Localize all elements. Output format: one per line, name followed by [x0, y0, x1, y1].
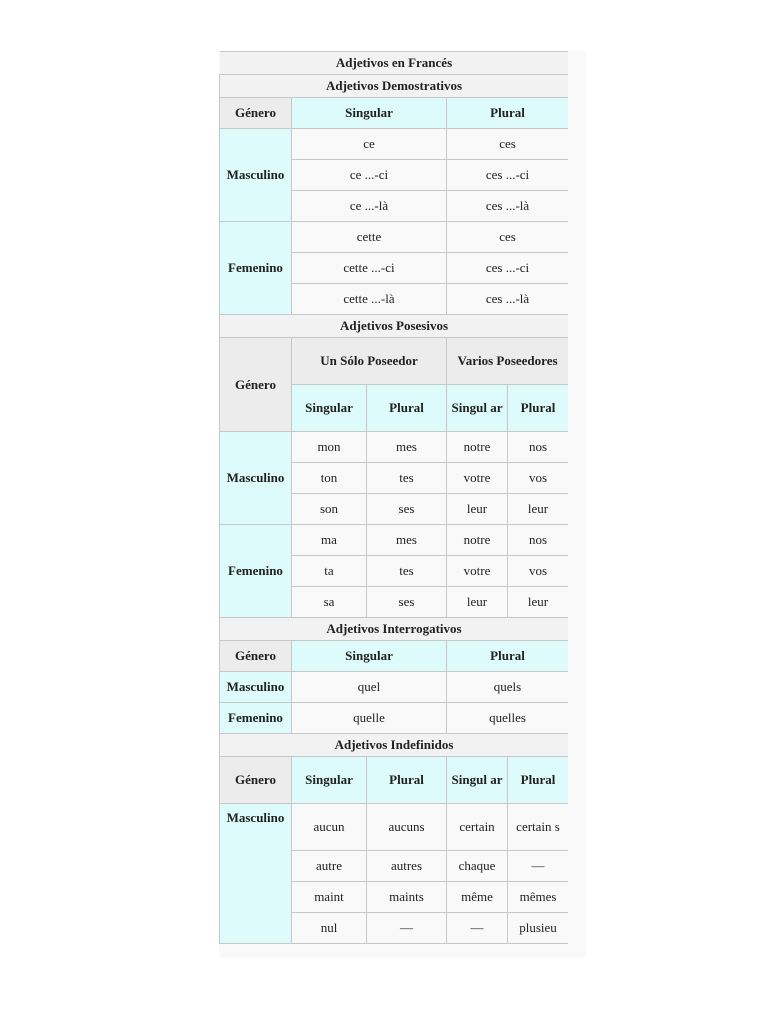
cell: vos [508, 556, 569, 587]
row-label-femenino: Femenino [220, 525, 292, 618]
section-heading-indefinidos: Adjetivos Indefinidos [220, 734, 569, 757]
cell: mon [292, 432, 367, 463]
cell: chaque [447, 851, 508, 882]
cell: quelles [447, 703, 569, 734]
cell: ces ...-là [447, 191, 569, 222]
col-header-genero: Género [220, 338, 292, 432]
cell: ce [292, 129, 447, 160]
cell: cette ...-ci [292, 253, 447, 284]
cell: aucuns [367, 804, 447, 851]
col-header-singular-2: Singul ar [447, 757, 508, 804]
cell: leur [508, 587, 569, 618]
col-header-singular: Singular [292, 757, 367, 804]
col-header-plural: Plural [447, 641, 569, 672]
cell: ses [367, 587, 447, 618]
cell: ces [447, 222, 569, 253]
row-label-masculino: Masculino [220, 804, 292, 944]
cell: ta [292, 556, 367, 587]
cell: tes [367, 556, 447, 587]
col-header-plural-2: Plural [508, 385, 569, 432]
cell: quelle [292, 703, 447, 734]
cell: sa [292, 587, 367, 618]
cell: — [508, 851, 569, 882]
cell: maint [292, 882, 367, 913]
cell: mes [367, 432, 447, 463]
col-header-plural: Plural [447, 98, 569, 129]
row-label-masculino: Masculino [220, 672, 292, 703]
table-title: Adjetivos en Francés [220, 52, 569, 75]
col-header-singular: Singular [292, 98, 447, 129]
cell: ces ...-là [447, 284, 569, 315]
cell: ces ...-ci [447, 160, 569, 191]
row-label-masculino: Masculino [220, 432, 292, 525]
cell: quels [447, 672, 569, 703]
cell: ton [292, 463, 367, 494]
table-row [220, 525, 569, 556]
table-row [220, 129, 569, 160]
cell: maints [367, 882, 447, 913]
col-header-un-solo-poseedor: Un Sólo Poseedor [292, 338, 447, 385]
cell: leur [508, 494, 569, 525]
cell: quel [292, 672, 447, 703]
cell: nos [508, 432, 569, 463]
cell: autre [292, 851, 367, 882]
col-header-genero: Género [220, 757, 292, 804]
section-heading-posesivos: Adjetivos Posesivos [220, 315, 569, 338]
cell: même [447, 882, 508, 913]
cell: — [447, 913, 508, 944]
cell: autres [367, 851, 447, 882]
table-row [220, 703, 569, 734]
cell: aucun [292, 804, 367, 851]
cell: votre [447, 463, 508, 494]
cell: certain s [508, 804, 569, 851]
cell: son [292, 494, 367, 525]
adjectives-table-container [219, 51, 586, 958]
table-row [220, 222, 569, 253]
table-row [220, 432, 569, 463]
col-header-varios-poseedores: Varios Poseedores [447, 338, 569, 385]
cell: ces ...-ci [447, 253, 569, 284]
cell: notre [447, 525, 508, 556]
cell: nul [292, 913, 367, 944]
cell: mêmes [508, 882, 569, 913]
cell: nos [508, 525, 569, 556]
cell: ce ...-ci [292, 160, 447, 191]
cell: tes [367, 463, 447, 494]
cell: cette ...-là [292, 284, 447, 315]
cell: ces [447, 129, 569, 160]
col-header-plural: Plural [367, 757, 447, 804]
section-heading-interrogativos: Adjetivos Interrogativos [220, 618, 569, 641]
cell: ses [367, 494, 447, 525]
cell: certain [447, 804, 508, 851]
table-row [220, 804, 569, 851]
cell: ma [292, 525, 367, 556]
col-header-singular: Singular [292, 641, 447, 672]
cell: cette [292, 222, 447, 253]
cell: leur [447, 587, 508, 618]
col-header-genero: Género [220, 641, 292, 672]
row-label-femenino: Femenino [220, 222, 292, 315]
section-heading-demostrativos: Adjetivos Demostrativos [220, 75, 569, 98]
adjectives-table [219, 51, 569, 944]
cell: notre [447, 432, 508, 463]
row-label-masculino: Masculino [220, 129, 292, 222]
col-header-singular-2: Singul ar [447, 385, 508, 432]
cell: ce ...-là [292, 191, 447, 222]
col-header-genero: Género [220, 98, 292, 129]
col-header-plural-2: Plural [508, 757, 569, 804]
cell: plusieu [508, 913, 569, 944]
cell: mes [367, 525, 447, 556]
cell: vos [508, 463, 569, 494]
col-header-singular: Singular [292, 385, 367, 432]
cell: leur [447, 494, 508, 525]
col-header-plural: Plural [367, 385, 447, 432]
table-row [220, 672, 569, 703]
row-label-femenino: Femenino [220, 703, 292, 734]
cell: votre [447, 556, 508, 587]
cell: — [367, 913, 447, 944]
